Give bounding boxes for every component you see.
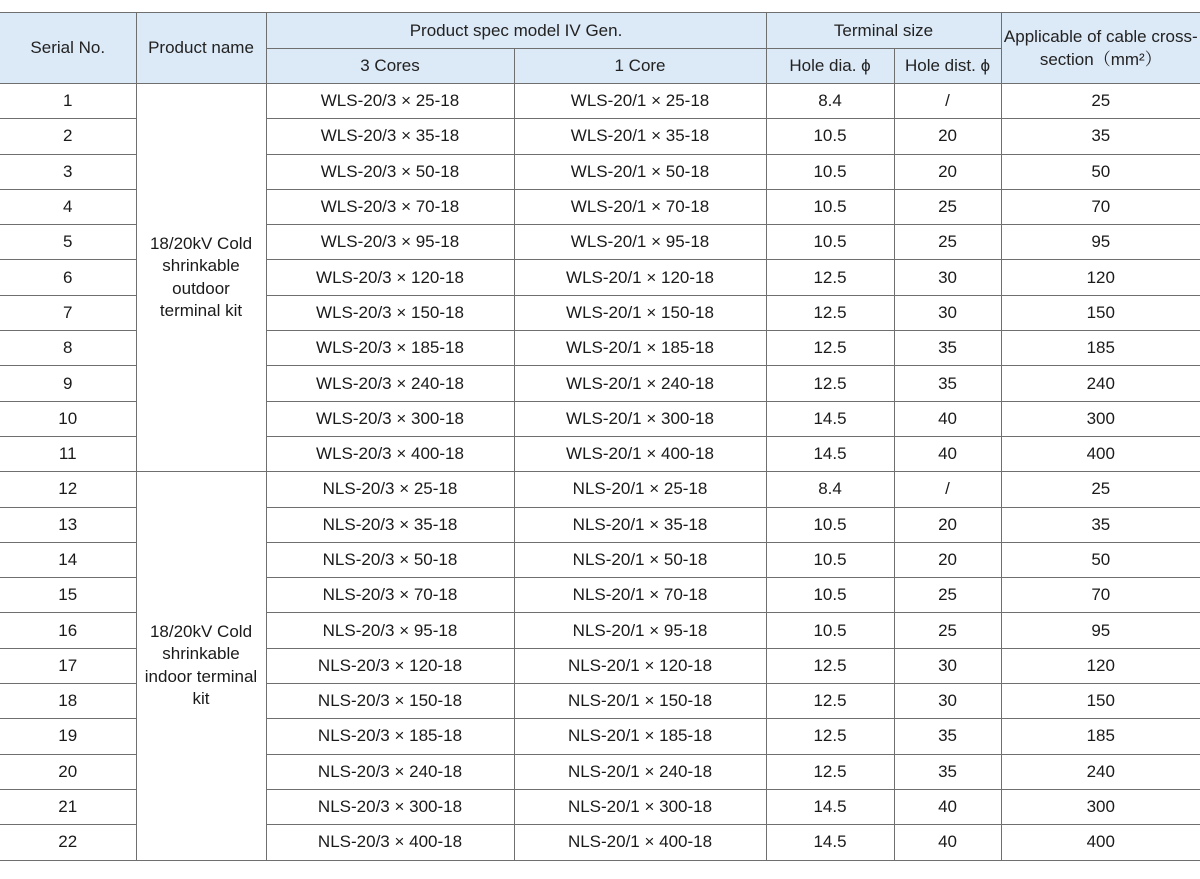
serial-cell: 8	[0, 331, 136, 366]
cable-section-cell: 150	[1001, 295, 1200, 330]
hole-dia-cell: 12.5	[766, 331, 894, 366]
hole-dist-cell: 20	[894, 119, 1001, 154]
hole-dia-cell: 10.5	[766, 507, 894, 542]
one-core-model-cell: NLS-20/1 × 185-18	[514, 719, 766, 754]
hole-dist-cell: 20	[894, 542, 1001, 577]
header-hole-dia: Hole dia. ϕ	[766, 49, 894, 84]
hole-dia-cell: 14.5	[766, 825, 894, 860]
header-product-name: Product name	[136, 13, 266, 84]
three-cores-model-cell: NLS-20/3 × 240-18	[266, 754, 514, 789]
hole-dia-cell: 14.5	[766, 436, 894, 471]
cable-section-cell: 70	[1001, 578, 1200, 613]
table-header	[0, 13, 1200, 84]
spec-table	[0, 12, 1200, 861]
table-row	[0, 84, 1200, 119]
one-core-model-cell: WLS-20/1 × 50-18	[514, 154, 766, 189]
hole-dia-cell: 10.5	[766, 542, 894, 577]
three-cores-model-cell: WLS-20/3 × 50-18	[266, 154, 514, 189]
hole-dist-cell: 40	[894, 401, 1001, 436]
hole-dist-cell: 20	[894, 507, 1001, 542]
hole-dist-cell: 40	[894, 436, 1001, 471]
hole-dia-cell: 12.5	[766, 754, 894, 789]
serial-cell: 18	[0, 684, 136, 719]
one-core-model-cell: WLS-20/1 × 95-18	[514, 225, 766, 260]
serial-cell: 6	[0, 260, 136, 295]
one-core-model-cell: WLS-20/1 × 240-18	[514, 366, 766, 401]
hole-dist-cell: 25	[894, 225, 1001, 260]
three-cores-model-cell: WLS-20/3 × 300-18	[266, 401, 514, 436]
hole-dia-cell: 10.5	[766, 189, 894, 224]
hole-dia-cell: 14.5	[766, 401, 894, 436]
hole-dia-cell: 12.5	[766, 366, 894, 401]
serial-cell: 21	[0, 789, 136, 824]
product-name-cell: 18/20kV Cold shrinkable indoor terminal kit	[136, 472, 266, 860]
serial-cell: 19	[0, 719, 136, 754]
three-cores-model-cell: NLS-20/3 × 300-18	[266, 789, 514, 824]
header-terminal-size: Terminal size	[766, 13, 1001, 49]
header-hole-dist: Hole dist. ϕ	[894, 49, 1001, 84]
hole-dist-cell: 25	[894, 578, 1001, 613]
header-serial-no: Serial No.	[0, 13, 136, 84]
serial-cell: 4	[0, 189, 136, 224]
header-three-cores: 3 Cores	[266, 49, 514, 84]
hole-dist-cell: /	[894, 84, 1001, 119]
hole-dia-cell: 10.5	[766, 119, 894, 154]
three-cores-model-cell: WLS-20/3 × 185-18	[266, 331, 514, 366]
hole-dist-cell: 35	[894, 331, 1001, 366]
three-cores-model-cell: NLS-20/3 × 120-18	[266, 648, 514, 683]
one-core-model-cell: WLS-20/1 × 35-18	[514, 119, 766, 154]
one-core-model-cell: NLS-20/1 × 240-18	[514, 754, 766, 789]
one-core-model-cell: WLS-20/1 × 120-18	[514, 260, 766, 295]
cable-section-cell: 95	[1001, 613, 1200, 648]
one-core-model-cell: WLS-20/1 × 70-18	[514, 189, 766, 224]
hole-dia-cell: 10.5	[766, 613, 894, 648]
serial-cell: 5	[0, 225, 136, 260]
hole-dist-cell: 30	[894, 260, 1001, 295]
cable-section-cell: 300	[1001, 789, 1200, 824]
one-core-model-cell: NLS-20/1 × 35-18	[514, 507, 766, 542]
serial-cell: 1	[0, 84, 136, 119]
hole-dia-cell: 12.5	[766, 719, 894, 754]
one-core-model-cell: NLS-20/1 × 120-18	[514, 648, 766, 683]
three-cores-model-cell: WLS-20/3 × 95-18	[266, 225, 514, 260]
cable-section-cell: 35	[1001, 507, 1200, 542]
one-core-model-cell: NLS-20/1 × 400-18	[514, 825, 766, 860]
serial-cell: 14	[0, 542, 136, 577]
three-cores-model-cell: NLS-20/3 × 400-18	[266, 825, 514, 860]
three-cores-model-cell: WLS-20/3 × 240-18	[266, 366, 514, 401]
hole-dia-cell: 14.5	[766, 789, 894, 824]
three-cores-model-cell: WLS-20/3 × 400-18	[266, 436, 514, 471]
cable-section-cell: 70	[1001, 189, 1200, 224]
serial-cell: 11	[0, 436, 136, 471]
one-core-model-cell: WLS-20/1 × 400-18	[514, 436, 766, 471]
hole-dia-cell: 10.5	[766, 225, 894, 260]
serial-cell: 20	[0, 754, 136, 789]
three-cores-model-cell: NLS-20/3 × 150-18	[266, 684, 514, 719]
hole-dist-cell: 35	[894, 754, 1001, 789]
cable-section-cell: 120	[1001, 648, 1200, 683]
hole-dia-cell: 8.4	[766, 472, 894, 507]
three-cores-model-cell: NLS-20/3 × 70-18	[266, 578, 514, 613]
header-cable-cross-section: Applicable of cable cross-section（mm²）	[1001, 13, 1200, 84]
cable-section-cell: 25	[1001, 472, 1200, 507]
one-core-model-cell: NLS-20/1 × 25-18	[514, 472, 766, 507]
one-core-model-cell: NLS-20/1 × 150-18	[514, 684, 766, 719]
three-cores-model-cell: NLS-20/3 × 35-18	[266, 507, 514, 542]
cable-section-cell: 95	[1001, 225, 1200, 260]
hole-dia-cell: 12.5	[766, 648, 894, 683]
three-cores-model-cell: WLS-20/3 × 70-18	[266, 189, 514, 224]
cable-section-cell: 240	[1001, 366, 1200, 401]
cable-section-cell: 150	[1001, 684, 1200, 719]
serial-cell: 2	[0, 119, 136, 154]
table-body	[0, 84, 1200, 861]
hole-dia-cell: 10.5	[766, 154, 894, 189]
hole-dia-cell: 12.5	[766, 295, 894, 330]
one-core-model-cell: NLS-20/1 × 50-18	[514, 542, 766, 577]
one-core-model-cell: WLS-20/1 × 300-18	[514, 401, 766, 436]
product-name-cell: 18/20kV Cold shrinkable outdoor terminal kit	[136, 84, 266, 472]
hole-dist-cell: /	[894, 472, 1001, 507]
one-core-model-cell: WLS-20/1 × 25-18	[514, 84, 766, 119]
serial-cell: 7	[0, 295, 136, 330]
one-core-model-cell: NLS-20/1 × 95-18	[514, 613, 766, 648]
hole-dia-cell: 12.5	[766, 260, 894, 295]
table-row	[0, 472, 1200, 507]
cable-section-cell: 25	[1001, 84, 1200, 119]
one-core-model-cell: WLS-20/1 × 150-18	[514, 295, 766, 330]
cable-section-cell: 50	[1001, 154, 1200, 189]
header-one-core: 1 Core	[514, 49, 766, 84]
three-cores-model-cell: NLS-20/3 × 95-18	[266, 613, 514, 648]
serial-cell: 15	[0, 578, 136, 613]
cable-section-cell: 300	[1001, 401, 1200, 436]
cable-section-cell: 400	[1001, 436, 1200, 471]
hole-dist-cell: 30	[894, 295, 1001, 330]
cable-section-cell: 185	[1001, 719, 1200, 754]
cable-section-cell: 50	[1001, 542, 1200, 577]
serial-cell: 12	[0, 472, 136, 507]
hole-dist-cell: 30	[894, 684, 1001, 719]
serial-cell: 16	[0, 613, 136, 648]
hole-dist-cell: 35	[894, 719, 1001, 754]
hole-dia-cell: 8.4	[766, 84, 894, 119]
cable-section-cell: 240	[1001, 754, 1200, 789]
spec-table-container	[0, 12, 1200, 861]
hole-dist-cell: 40	[894, 825, 1001, 860]
cable-section-cell: 120	[1001, 260, 1200, 295]
three-cores-model-cell: WLS-20/3 × 35-18	[266, 119, 514, 154]
hole-dist-cell: 40	[894, 789, 1001, 824]
hole-dist-cell: 35	[894, 366, 1001, 401]
one-core-model-cell: WLS-20/1 × 185-18	[514, 331, 766, 366]
serial-cell: 13	[0, 507, 136, 542]
hole-dia-cell: 10.5	[766, 578, 894, 613]
one-core-model-cell: NLS-20/1 × 70-18	[514, 578, 766, 613]
hole-dist-cell: 25	[894, 189, 1001, 224]
cable-section-cell: 400	[1001, 825, 1200, 860]
serial-cell: 22	[0, 825, 136, 860]
three-cores-model-cell: NLS-20/3 × 25-18	[266, 472, 514, 507]
hole-dist-cell: 20	[894, 154, 1001, 189]
cable-section-cell: 185	[1001, 331, 1200, 366]
three-cores-model-cell: WLS-20/3 × 120-18	[266, 260, 514, 295]
three-cores-model-cell: WLS-20/3 × 150-18	[266, 295, 514, 330]
three-cores-model-cell: NLS-20/3 × 50-18	[266, 542, 514, 577]
three-cores-model-cell: NLS-20/3 × 185-18	[266, 719, 514, 754]
cable-section-cell: 35	[1001, 119, 1200, 154]
serial-cell: 9	[0, 366, 136, 401]
hole-dia-cell: 12.5	[766, 684, 894, 719]
serial-cell: 17	[0, 648, 136, 683]
one-core-model-cell: NLS-20/1 × 300-18	[514, 789, 766, 824]
hole-dist-cell: 30	[894, 648, 1001, 683]
header-spec-model: Product spec model IV Gen.	[266, 13, 766, 49]
serial-cell: 3	[0, 154, 136, 189]
serial-cell: 10	[0, 401, 136, 436]
hole-dist-cell: 25	[894, 613, 1001, 648]
three-cores-model-cell: WLS-20/3 × 25-18	[266, 84, 514, 119]
